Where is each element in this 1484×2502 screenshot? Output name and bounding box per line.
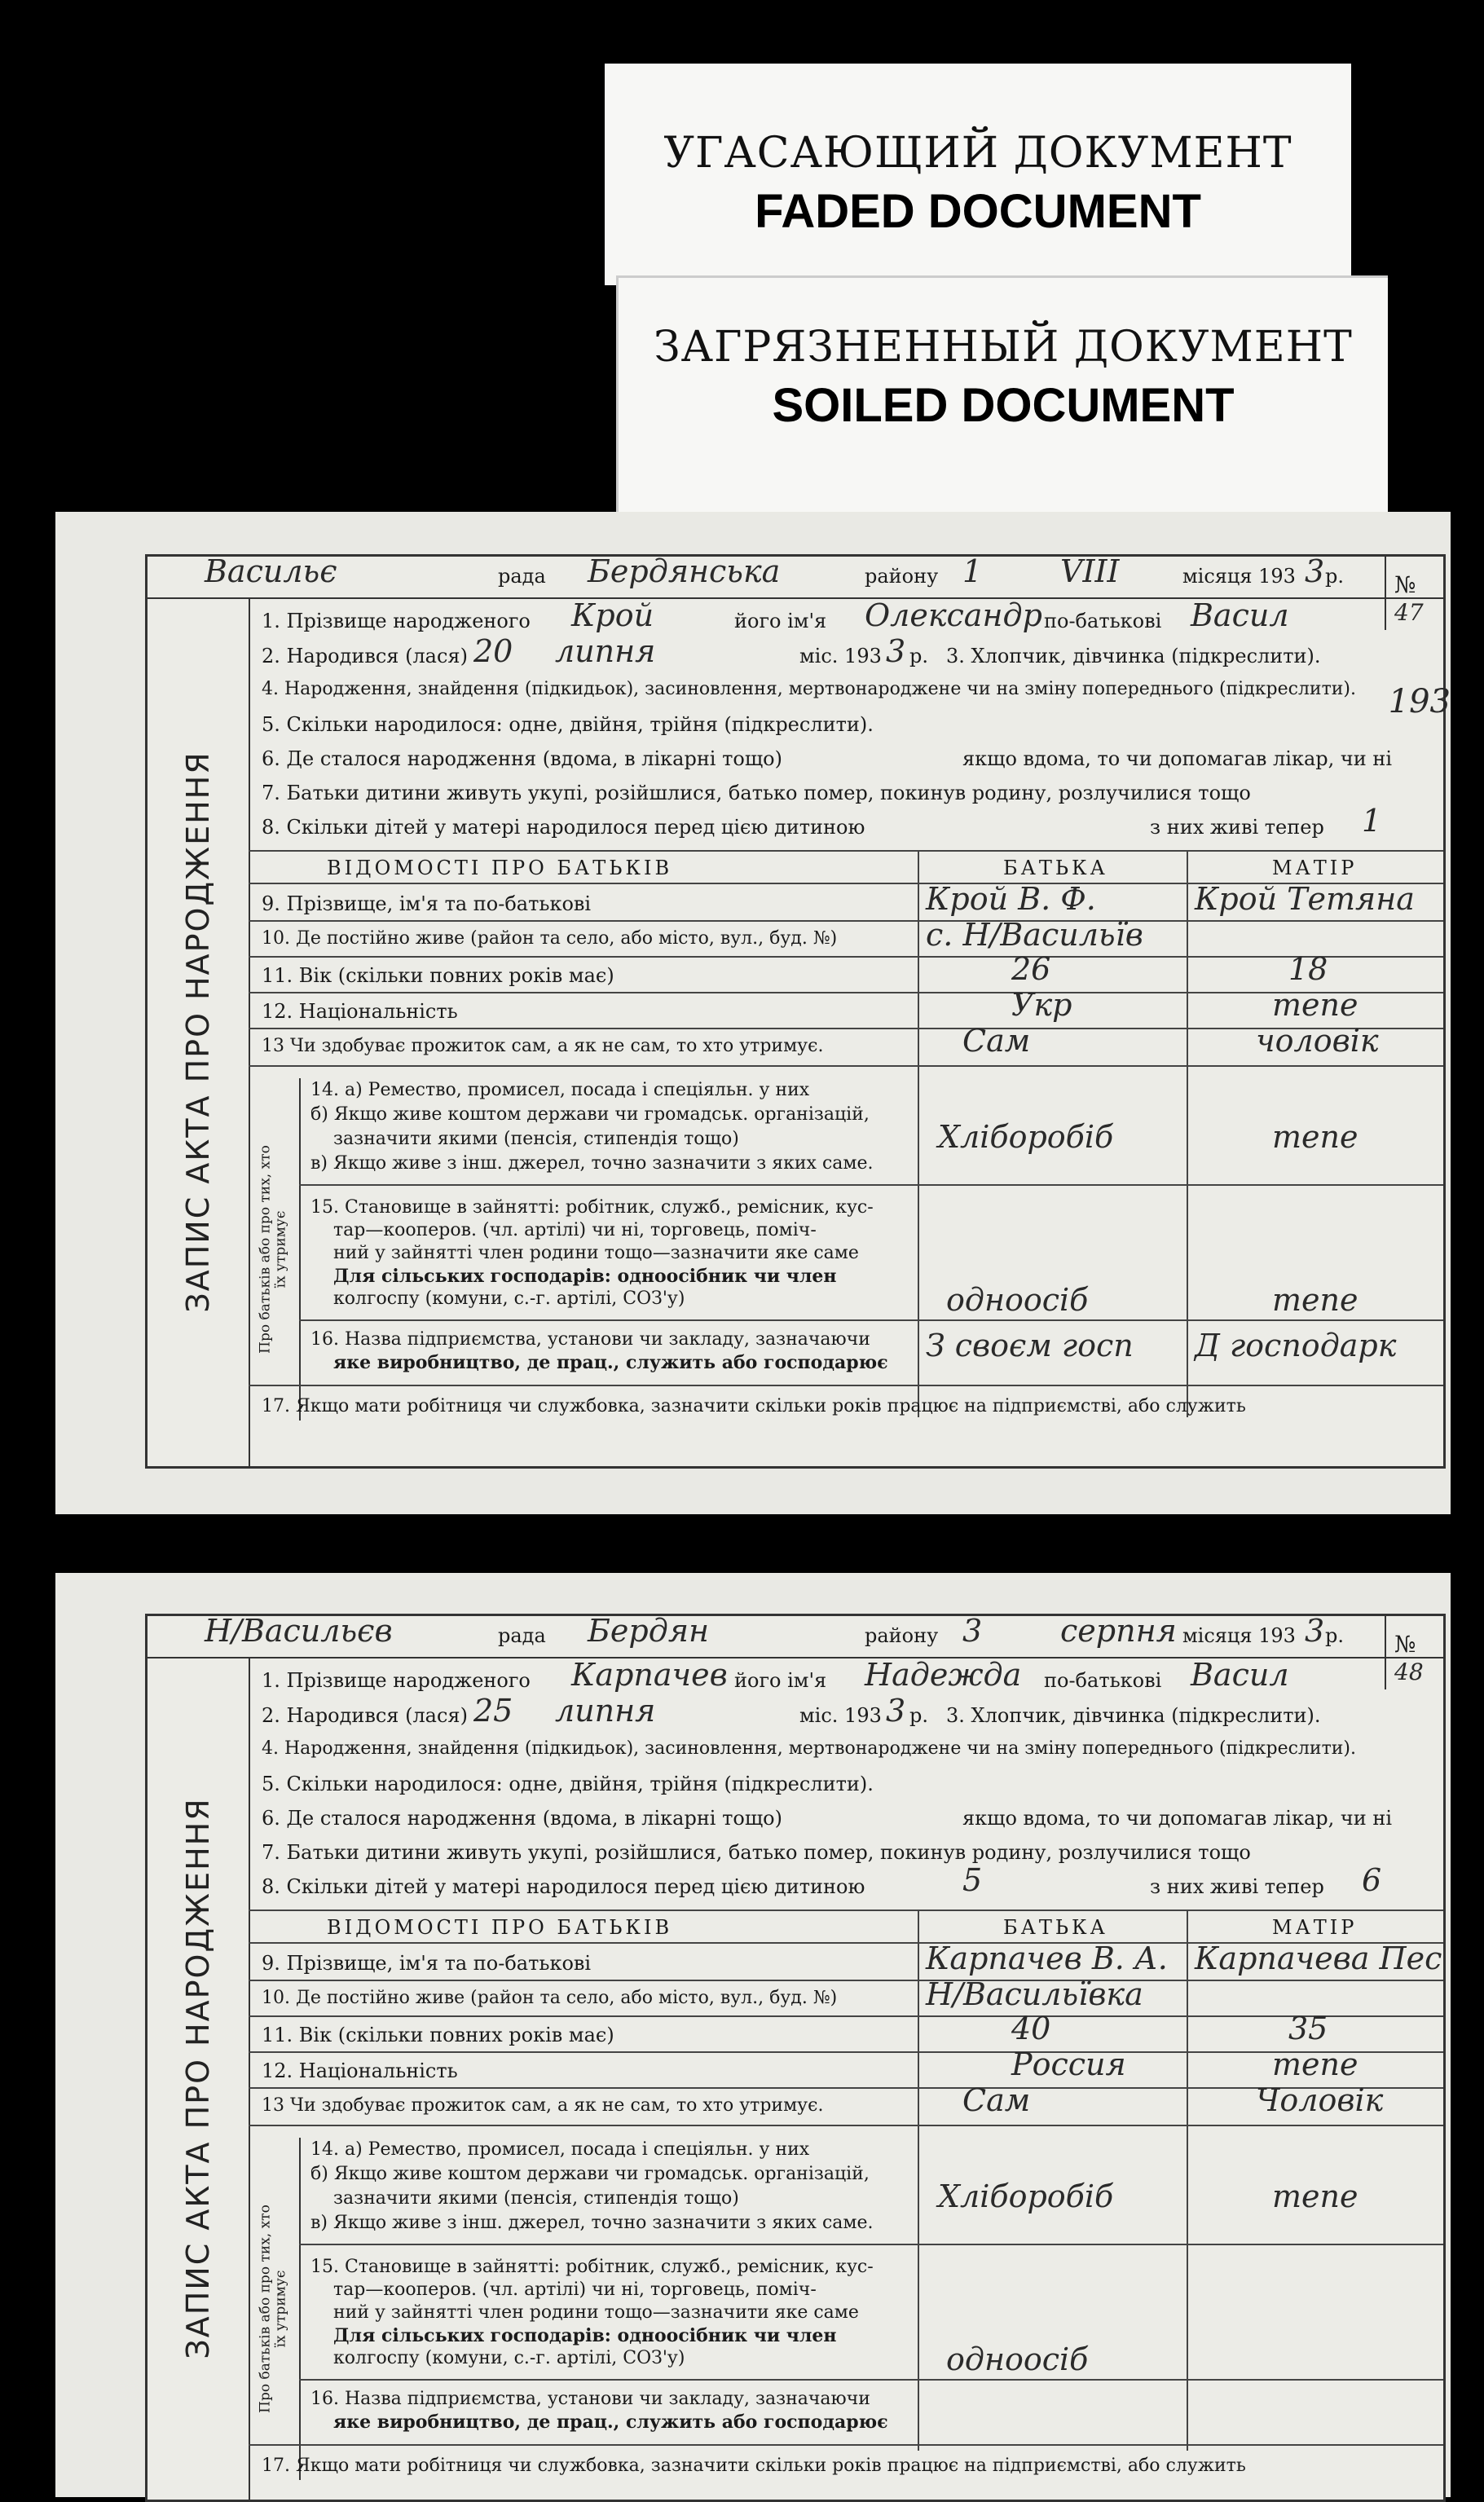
side-title: ЗАПИС АКТА ПРО НАРОДЖЕННЯ: [180, 1797, 216, 2359]
field-4-label: 4. Народження, знайдення (підкидьок), засиновлення, мертвонароджене чи на зміну попереднього (підкреслити).: [262, 679, 1356, 699]
field-1b-label: його ім'я: [734, 1669, 827, 1692]
side-subpanel: [247, 1078, 301, 1421]
field-6-label: 6. Де сталося народження (вдома, в лікарні тощо): [262, 747, 782, 770]
year-suffix: р.: [1325, 565, 1344, 588]
rayonu-label: району: [865, 1624, 939, 1647]
number-label: №: [1394, 571, 1416, 598]
birth-record-page-2: [55, 1573, 1451, 2497]
birth-day: 25: [473, 1693, 513, 1729]
child-surname: Карпачев: [571, 1657, 728, 1693]
field-16b-label: яке виробництво, де прац., служить або господарює: [333, 1352, 888, 1373]
field-14b2-label: зазначити якими (пенсія, стипендія тощо): [333, 2188, 739, 2209]
field-2c-label: р.: [909, 645, 928, 667]
field-17-label: 17. Якщо мати робітниця чи службовка, зазначити скільки років працює на підприємстві, або служить: [262, 2456, 1246, 2476]
father-nationality: Россия: [1011, 2046, 1126, 2082]
birth-year-digit: 3: [886, 1693, 906, 1729]
mother-occupation: тепе: [1272, 1119, 1358, 1155]
month-label: місяця 193: [1182, 1624, 1296, 1647]
rada-name: Бердянська: [588, 553, 781, 589]
field-16a-label: 16. Назва підприємства, установи чи закладу, зазначаючи: [310, 1329, 870, 1350]
record-month: VIII: [1060, 553, 1120, 589]
field-1c-label: по-батькові: [1044, 1669, 1162, 1692]
father-heading: БАТЬКА: [1003, 857, 1108, 879]
child-name: Надежда: [865, 1657, 1022, 1693]
side-panel: [148, 1657, 250, 2500]
field-10-label: 10. Де постійно живе (район та село, або місто, вул., буд. №): [262, 928, 838, 949]
rada-name: Бердян: [588, 1613, 710, 1649]
child-patronymic: Васил: [1191, 597, 1289, 633]
child-surname: Крой: [571, 597, 654, 633]
field-9-label: 9. Прізвище, ім'я та по-батькові: [262, 1952, 592, 1975]
month-label: місяця 193: [1182, 565, 1296, 588]
soiled-document-label: [616, 275, 1388, 516]
field-9-label: 9. Прізвище, ім'я та по-батькові: [262, 892, 592, 915]
father-occupation: Хліборобіб: [938, 1119, 1114, 1155]
field-14a-label: 14. а) Ремество, промисел, посада і спеціяльн. у них: [310, 1080, 810, 1100]
field-14a-label: 14. а) Ремество, промисел, посада і спеціяльн. у них: [310, 2139, 810, 2160]
field-4-label: 4. Народження, знайдення (підкидьок), засиновлення, мертвонароджене чи на зміну попереднього (підкреслити).: [262, 1738, 1356, 1759]
field-2-label: 2. Народився (лася): [262, 1704, 468, 1727]
rada-label: рада: [498, 1624, 546, 1647]
field-1c-label: по-батькові: [1044, 610, 1162, 632]
field-16a-label: 16. Назва підприємства, установи чи закладу, зазначаючи: [310, 2389, 870, 2409]
record-day: 1: [962, 553, 983, 589]
mother-age: 18: [1288, 951, 1328, 987]
field-15a-label: 15. Становище в зайнятті: робітник, служб., ремісник, кус-: [310, 2257, 874, 2277]
side-sub-title: Про батьків або про тих, хто їх утримує: [257, 2205, 288, 2413]
rada-label: рада: [498, 565, 546, 588]
field-8-label: 8. Скільки дітей у матері народилося перед цією дитиною: [262, 1875, 865, 1898]
faded-label-en: FADED DOCUMENT: [755, 185, 1201, 238]
birth-month: липня: [555, 633, 656, 669]
field-14b-label: б) Якщо живе коштом держави чи громадськ. організацій,: [310, 2164, 870, 2184]
mother-heading: МАТІР: [1272, 857, 1358, 879]
mother-occupation: тепе: [1272, 2178, 1358, 2214]
father-age: 26: [1011, 951, 1051, 987]
field-1-label: 1. Прізвище народженого: [262, 1669, 531, 1692]
field-14b-label: б) Якщо живе коштом держави чи громадськ. організацій,: [310, 1104, 870, 1125]
rayonu-label: району: [865, 565, 939, 588]
birth-record-form: [145, 554, 1446, 1469]
soiled-label-en: SOILED DOCUMENT: [772, 379, 1235, 432]
father-status: одноосіб: [946, 1282, 1089, 1318]
field-15e-label: колгоспу (комуни, с.-г. артілі, СОЗ'у): [333, 1288, 685, 1309]
field-2b-label: міс. 193: [799, 1704, 882, 1727]
parents-heading: ВІДОМОСТІ ПРО БАТЬКІВ: [327, 857, 673, 879]
children-alive: 6: [1362, 1862, 1382, 1898]
mother-name: Карпачева Пес: [1195, 1940, 1442, 1976]
field-5-label: 5. Скільки народилося: одне, двійня, трійня (підкреслити).: [262, 713, 874, 736]
record-year-digit: 3: [1305, 553, 1325, 589]
field-1b-label: його ім'я: [734, 610, 827, 632]
field-7-label: 7. Батьки дитини живуть укупі, розійшлися, батько помер, покинув родину, розлучилися тощо: [262, 1841, 1251, 1864]
father-status: одноосіб: [946, 2341, 1089, 2377]
father-occupation: Хліборобіб: [938, 2178, 1114, 2214]
year-suffix: р.: [1325, 1624, 1344, 1647]
field-3-label: 3. Хлопчик, дівчинка (підкреслити).: [946, 1704, 1321, 1727]
field-13-label: 13 Чи здобуває прожиток сам, а як не сам, то хто утримує.: [262, 2095, 824, 2116]
side-panel: [148, 597, 250, 1466]
mother-status: тепе: [1272, 1282, 1358, 1318]
field-11-label: 11. Вік (скільки повних років має): [262, 2024, 614, 2046]
child-name: Олександр: [865, 597, 1042, 633]
residence: с. Н/Васильїв: [926, 917, 1143, 953]
side-sub-title: Про батьків або про тих, хто їх утримує: [257, 1145, 288, 1354]
field-8b-label: з них живі тепер: [1150, 816, 1324, 839]
side-title: ЗАПИС АКТА ПРО НАРОДЖЕННЯ: [180, 751, 216, 1313]
father-support: Сам: [962, 2082, 1031, 2118]
children-alive: 1: [1362, 803, 1382, 839]
field-15d-label: Для сільських господарів: одноосібник чи член: [333, 1266, 837, 1287]
mother-nationality: тепе: [1272, 987, 1358, 1023]
field-15b-label: тар—кооперов. (чл. артілі) чи ні, торговець, поміч-: [333, 1220, 817, 1240]
father-heading: БАТЬКА: [1003, 1916, 1108, 1939]
residence: Н/Васильївка: [926, 1976, 1143, 2012]
mother-work: Д господарк: [1195, 1328, 1397, 1363]
birth-record-form: [145, 1614, 1446, 2502]
parents-heading: ВІДОМОСТІ ПРО БАТЬКІВ: [327, 1916, 673, 1939]
field-8-label: 8. Скільки дітей у матері народилося перед цією дитиною: [262, 816, 865, 839]
child-patronymic: Васил: [1191, 1657, 1289, 1693]
field-15a-label: 15. Становище в зайнятті: робітник, служб., ремісник, кус-: [310, 1197, 874, 1218]
mother-name: Крой Тетяна: [1195, 881, 1415, 917]
field-14c-label: в) Якщо живе з інш. джерел, точно зазначити з яких саме.: [310, 2213, 874, 2233]
field-2b-label: міс. 193: [799, 645, 882, 667]
field-15c-label: ний у зайнятті член родини тощо—зазначити яке саме: [333, 1243, 859, 1263]
margin-number: 193: [1388, 683, 1451, 720]
field-15c-label: ний у зайнятті член родини тощо—зазначити яке саме: [333, 2302, 859, 2323]
field-2-label: 2. Народився (лася): [262, 645, 468, 667]
field-14b2-label: зазначити якими (пенсія, стипендія тощо): [333, 1129, 739, 1149]
village-name: Васильє: [205, 553, 337, 589]
birth-record-page-1: [55, 512, 1451, 1514]
field-8b-label: з них живі тепер: [1150, 1875, 1324, 1898]
father-name: Крой В. Ф.: [926, 881, 1096, 917]
faded-document-label: [605, 64, 1351, 285]
record-number-box: [1385, 1616, 1443, 1689]
field-13-label: 13 Чи здобуває прожиток сам, а як не сам, то хто утримує.: [262, 1036, 824, 1056]
birth-month: липня: [555, 1693, 656, 1729]
father-work: З своєм госп: [926, 1328, 1134, 1363]
birth-year-digit: 3: [886, 633, 906, 669]
children-before: 5: [962, 1862, 983, 1898]
field-12-label: 12. Національність: [262, 1000, 458, 1023]
father-support: Сам: [962, 1023, 1031, 1059]
field-14c-label: в) Якщо живе з інш. джерел, точно зазначити з яких саме.: [310, 1153, 874, 1174]
father-name: Карпачев В. А.: [926, 1940, 1168, 1976]
record-year-digit: 3: [1305, 1613, 1325, 1649]
record-month: серпня: [1060, 1613, 1177, 1649]
soiled-label-ru: ЗАГРЯЗНЕННЫЙ ДОКУМЕНТ: [654, 323, 1353, 372]
field-2c-label: р.: [909, 1704, 928, 1727]
field-6b-label: якщо вдома, то чи допомагав лікар, чи ні: [962, 747, 1393, 770]
field-10-label: 10. Де постійно живе (район та село, або місто, вул., буд. №): [262, 1988, 838, 2008]
field-11-label: 11. Вік (скільки повних років має): [262, 964, 614, 987]
field-15e-label: колгоспу (комуни, с.-г. артілі, СОЗ'у): [333, 2348, 685, 2368]
field-17-label: 17. Якщо мати робітниця чи службовка, зазначити скільки років працює на підприємстві, або служить: [262, 1396, 1246, 1416]
mother-age: 35: [1288, 2011, 1328, 2046]
faded-label-ru: УГАСАЮЩИЙ ДОКУМЕНТ: [663, 129, 1292, 178]
father-age: 40: [1011, 2011, 1051, 2046]
field-16b-label: яке виробництво, де прац., служить або господарює: [333, 2412, 888, 2433]
father-nationality: Укр: [1011, 987, 1072, 1023]
record-number: 48: [1394, 1658, 1424, 1685]
field-7-label: 7. Батьки дитини живуть укупі, розійшлися, батько помер, покинув родину, розлучилися тощо: [262, 782, 1251, 804]
birth-day: 20: [473, 633, 513, 669]
field-6b-label: якщо вдома, то чи допомагав лікар, чи ні: [962, 1807, 1393, 1830]
record-number-box: [1385, 557, 1443, 630]
field-6-label: 6. Де сталося народження (вдома, в лікарні тощо): [262, 1807, 782, 1830]
number-label: №: [1394, 1631, 1416, 1658]
field-5-label: 5. Скільки народилося: одне, двійня, трійня (підкреслити).: [262, 1773, 874, 1795]
mother-nationality: тепе: [1272, 2046, 1358, 2082]
mother-support: чоловік: [1256, 1023, 1379, 1059]
field-12-label: 12. Національність: [262, 2059, 458, 2082]
side-subpanel: [247, 2138, 301, 2480]
field-1-label: 1. Прізвище народженого: [262, 610, 531, 632]
mother-support: Чоловік: [1256, 2082, 1384, 2118]
village-name: Н/Васильєв: [205, 1613, 393, 1649]
record-number: 47: [1394, 599, 1424, 626]
mother-heading: МАТІР: [1272, 1916, 1358, 1939]
record-day: 3: [962, 1613, 983, 1649]
field-15d-label: Для сільських господарів: одноосібник чи член: [333, 2325, 837, 2346]
field-3-label: 3. Хлопчик, дівчинка (підкреслити).: [946, 645, 1321, 667]
field-15b-label: тар—кооперов. (чл. артілі) чи ні, торговець, поміч-: [333, 2280, 817, 2300]
